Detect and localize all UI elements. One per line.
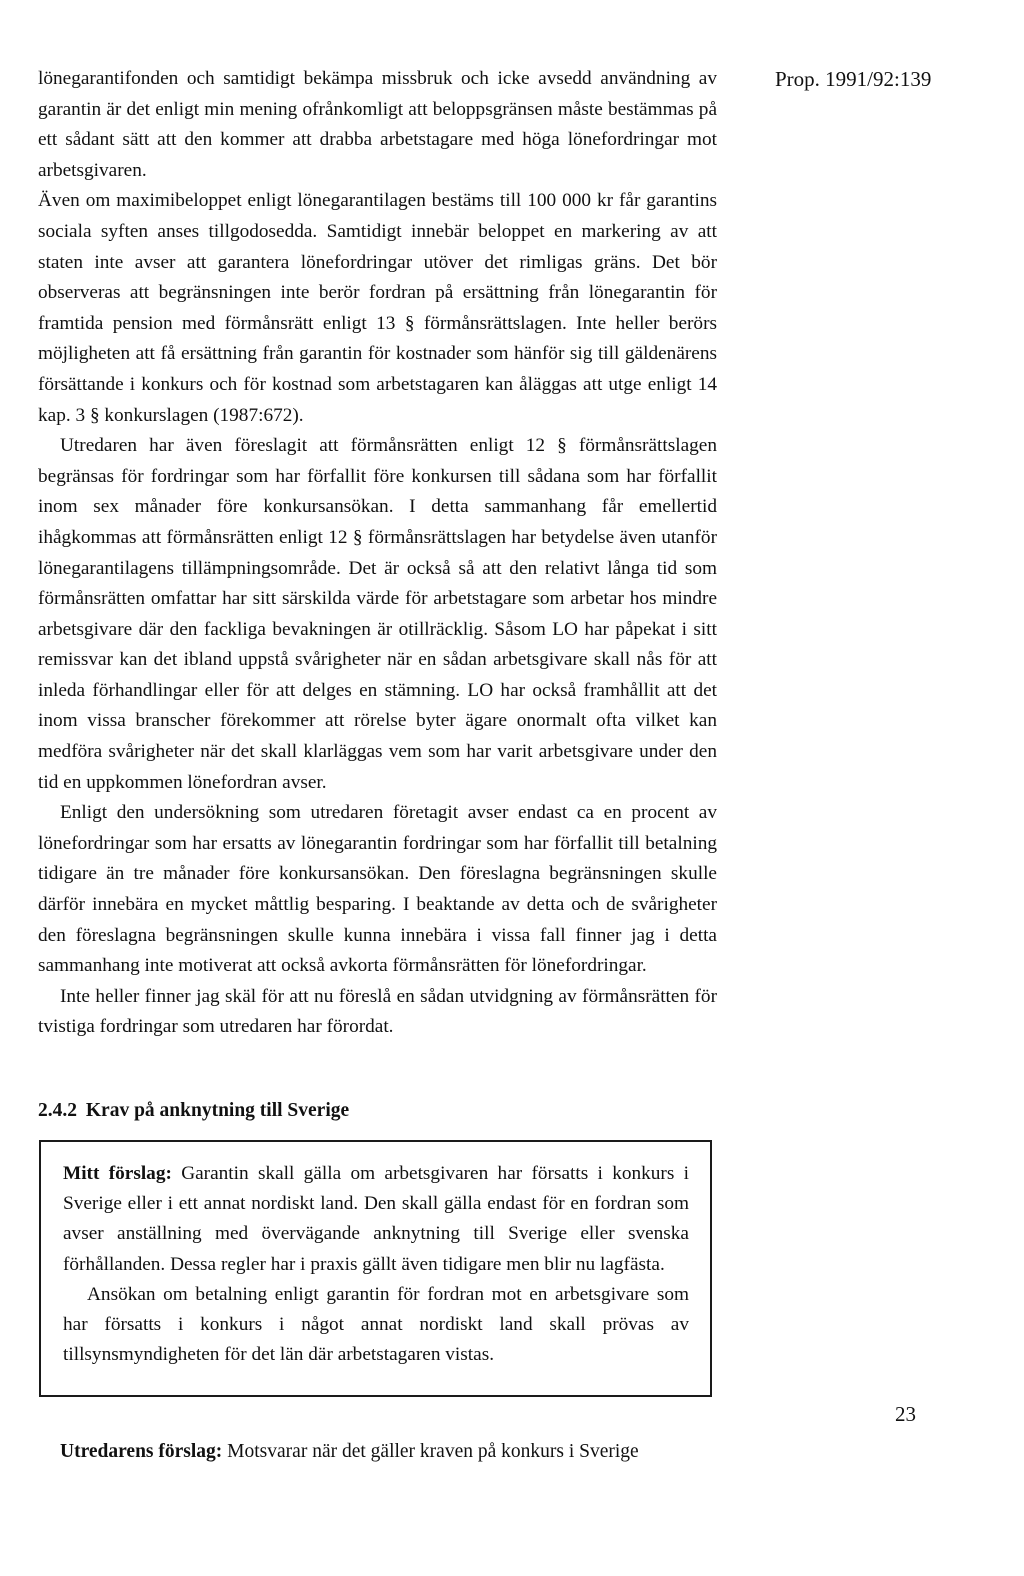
proposal-lead-label: Mitt förslag: (63, 1163, 172, 1184)
paragraph-5: Inte heller finner jag skäl för att nu föreslå en sådan utvidgning av förmånsrätten för tvistiga fordringar som utredaren har förordat. (38, 985, 717, 1038)
proposal-box (39, 1140, 712, 1397)
proposition-reference: Prop. 1991/92:139 (775, 67, 932, 91)
proposal-paragraph-2: Ansökan om betalning enligt garantin för fordran mot en arbetsgivare som har försatts i konkurs i något annat nordiskt land skall prövas av tillsynsmyndigheten för det län där arbetstagaren vistas. (63, 1283, 689, 1366)
proposal-paragraph-1 (63, 1159, 689, 1280)
proposal-lead-text: Garantin skall gälla om arbetsgivaren har försatts i konkurs i Sverige eller i ett annat nordiskt land. Den skall gälla endast för en fordran som avser anställning med övervägande anknytning till Sverige eller svenska förhållanden. Dessa regler har i praxis gällt även tidigare men blir nu lagfästa. (63, 1163, 689, 1275)
investigator-proposal (60, 1438, 639, 1466)
proposal-box-content (63, 1159, 689, 1370)
page-number: 23 (895, 1402, 916, 1426)
paragraph-3: Utredaren har även föreslagit att förmånsrätten enligt 12 § förmånsrättslagen begränsas för fordringar som har förfallit före konkursen till sådana som har förfallit inom sex månader före konkursansökan. I detta sammanhang får emellertid ihågkommas att förmånsrätten enligt 12 § förmånsrättslagen har betydelse även utanför lönegarantilagens tillämpningsområde. Det är också så att den relativt långa tid som förmånsrätten omfattar har sitt särskilda värde för arbetstagare som arbetar hos mindre arbetsgivare där den fackliga bevakningen är otillräcklig. Såsom LO har påpekat i sitt remissvar kan det ibland uppstå svårigheter när en sådan arbetsgivare skall nås för att inleda förhandlingar eller för att delges en stämning. LO har också framhållit att det inom vissa branscher förekommer att rörelse byter ägare onormalt ofta vilket kan medföra svårigheter när det skall klarläggas vem som har varit arbetsgivare under den tid en uppkommen lönefordran avser. (38, 435, 717, 793)
section-number: 2.4.2 (38, 1100, 77, 1121)
paragraph-2: Även om maximibeloppet enligt lönegarantilagen bestäms till 100 000 kr får garantins sociala syften anses tillgodosedda. Samtidigt innebär beloppet en markering av att staten inte avser att garantera lönefordringar utöver det rimligas gräns. Det bör observeras att begränsningen inte berör fordran på ersättning från lönegarantin för framtida pension med förmånsrätt enligt 13 § förmånsrättslagen. Inte heller berörs möjligheten att få ersättning från garantin för kostnader som hänför sig till gäldenärens försättande i konkurs och för kostnad som arbetstagaren kan åläggas att utge enligt 14 kap. 3 § konkurslagen (1987:672). (38, 190, 717, 426)
investigator-text: Motsvarar när det gäller kraven på konkurs i Sverige (222, 1441, 639, 1462)
investigator-label: Utredarens förslag: (60, 1441, 223, 1462)
section-title: Krav på anknytning till Sverige (85, 1100, 350, 1121)
section-heading (38, 1097, 349, 1125)
paragraph-4: Enligt den undersökning som utredaren företagit avser endast ca en procent av lönefordringar som har ersatts av lönegarantin fordringar som har förfallit till betalning tidigare än tre månader före konkursansökan. Den föreslagna begränsningen skulle därför innebära en mycket måttlig besparing. I beaktande av detta och de svårigheter den föreslagna begränsningen skulle kunna innebära i vissa fall finner jag i detta sammanhang inte motiverat att också avkorta förmånsrätten för lönefordringar. (38, 802, 717, 977)
body-text (38, 64, 717, 1043)
paragraph-1: lönegarantifonden och samtidigt bekämpa missbruk och icke avsedd användning av garantin är det enligt min mening ofrånkomligt att beloppsgränsen måste bestämmas på ett sådant sätt att den kommer att drabba arbetstagare med höga lönefordringar mot arbetsgivaren. (38, 68, 717, 181)
